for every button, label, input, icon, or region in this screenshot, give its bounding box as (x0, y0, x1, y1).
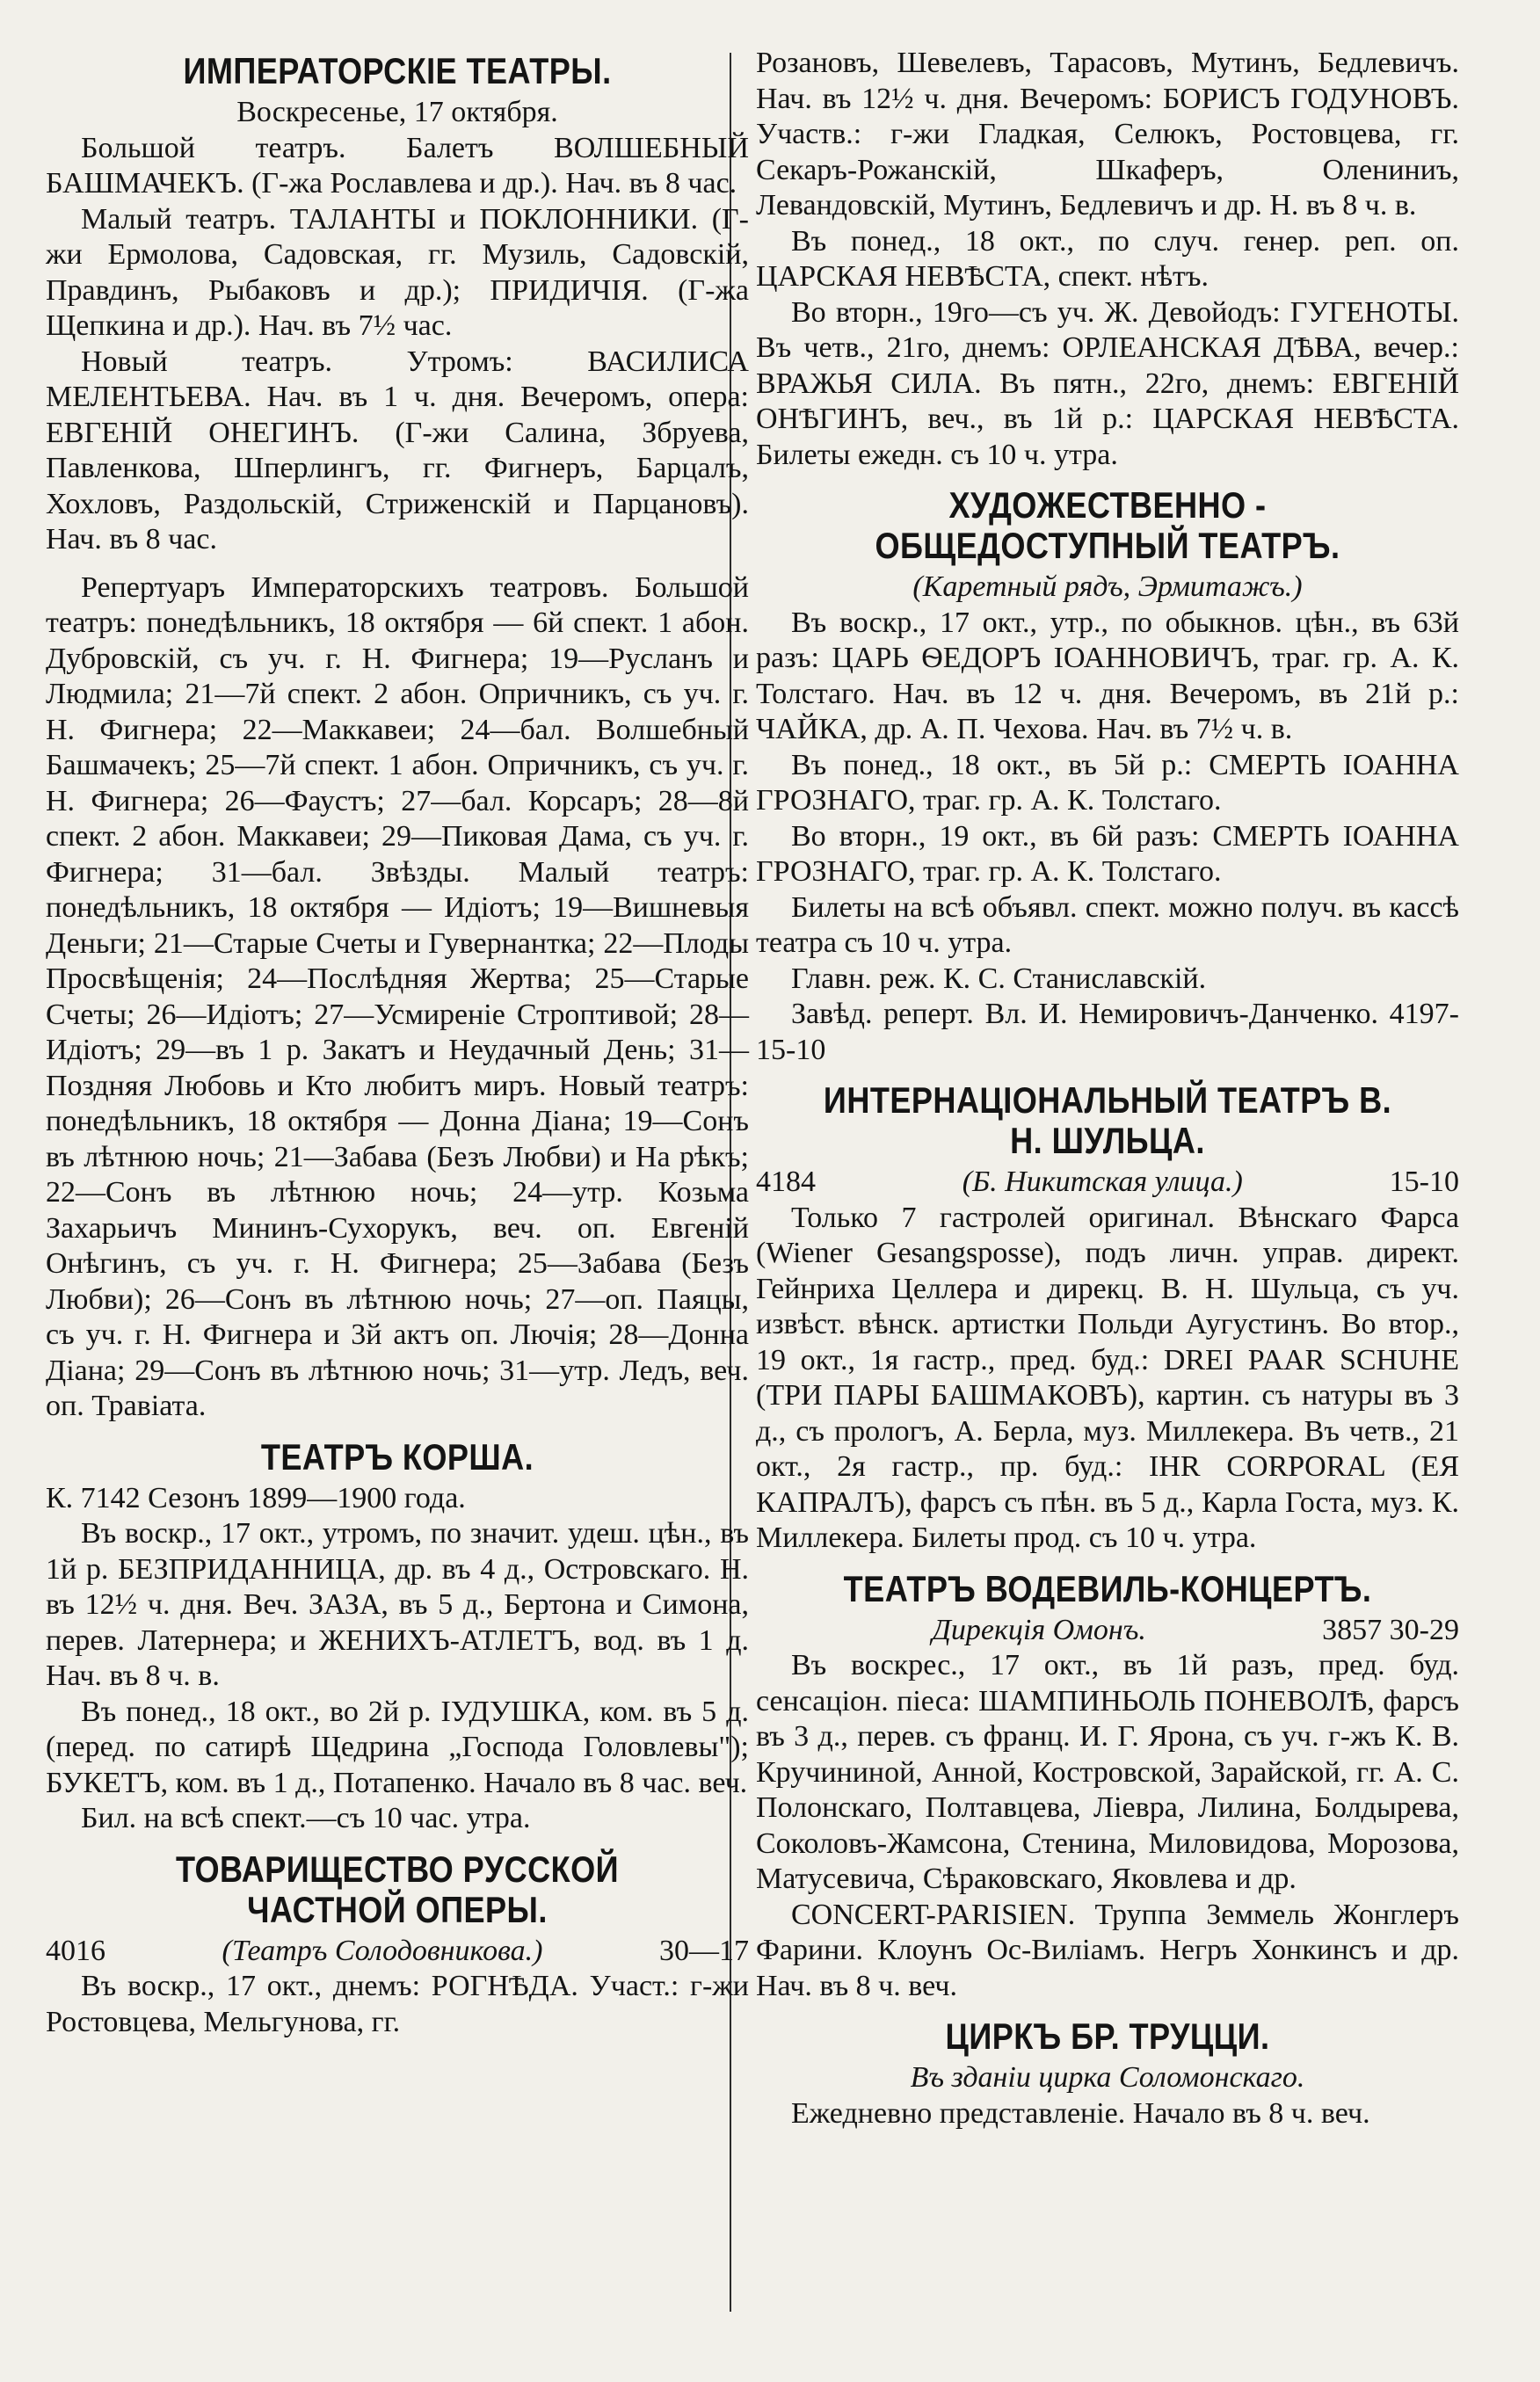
circus-section (756, 2016, 1459, 2131)
opera-cont-paragraph-2: Въ понед., 18 окт., по случ. генер. реп. оп. ЦАРСКАЯ НЕВѢСТА, спект. нѣтъ. (756, 224, 1459, 293)
korsh-section (46, 1437, 749, 1837)
private-opera-venue: (Театръ Солодовникова.) (222, 1934, 543, 1967)
circus-heading: ЦИРКЪ БР. ТРУЦЦИ. (945, 2015, 1270, 2057)
vaudeville-paragraph-1: Въ воскрес., 17 окт., въ 1й разъ, пред. буд. сенсаціон. піеса: ШАМПИНЬОЛЬ ПОНЕВОЛѢ, фарсъ въ 3 д., перев. съ франц. И. Г. Ярона, съ уч. г-жъ К. В. Кручининой, Анной, Костровской, Зарайской, гг. А. С. Полонскаго, Полтавцева, Ліевра, Лилина, Болдырева, Соколовъ-Жамсона, Стенина, Миловидова, Морозова, Матусевича, Сѣраковскаго, Яковлева и др. (756, 1649, 1459, 1895)
art-paragraph-1: Въ воскр., 17 окт., утр., по обыкнов. цѣн., въ 63й разъ: ЦАРЬ ѲЕДОРЪ ІОАННОВИЧЪ, траг. гр. А. К. Толстаго. Нач. въ 12 ч. дня. Вечеромъ, въ 21й р.: ЧАЙКА, др. А. П. Чехова. Нач. въ 7½ ч. в. (756, 606, 1459, 745)
art-paragraph-5: Главн. реж. К. С. Станиславскій. (791, 962, 1207, 995)
circus-paragraph: Ежедневно представленіе. Начало въ 8 ч. веч. (791, 2096, 1370, 2130)
vaudeville-section (756, 1569, 1459, 2005)
art-theatre-section (756, 485, 1459, 1068)
international-dates: 15-10 (1389, 1166, 1459, 1198)
vaudeville-heading: ТЕАТРЪ ВОДЕВИЛЬ-КОНЦЕРТЪ. (843, 1567, 1372, 1609)
korsh-paragraph-3: Бил. на всѣ спект.—съ 10 час. утра. (81, 1802, 531, 1834)
international-theatre-heading: ИНТЕРНАЦІОНАЛЬНЫЙ ТЕАТРЪ В. Н. ШУЛЬЦА. (823, 1079, 1392, 1161)
left-column (46, 46, 749, 2052)
imperial-theatres-section (46, 51, 749, 558)
right-column (756, 46, 1459, 2144)
private-opera-heading: ТОВАРИЩЕСТВО РУССКОЙ ЧАСТНОЙ ОПЕРЫ. (175, 1848, 620, 1930)
vaudeville-code-row (756, 1613, 1459, 1649)
private-opera-continued (756, 46, 1459, 473)
circus-venue: Въ зданіи цирка Соломонскаго. (910, 2061, 1305, 2094)
vaudeville-code: 3857 30-29 (1322, 1613, 1459, 1646)
maly-paragraph: Малый театръ. ТАЛАНТЫ и ПОКЛОННИКИ. (Г-жи Ермолова, Садовская, гг. Музиль, Садовскій, Правдинъ, Рыбаковъ и др.); ПРИДИЧІЯ. (Г-жа Щепкина и др.). Нач. въ 7½ час. (46, 202, 749, 342)
international-code: 4184 (756, 1166, 816, 1198)
private-opera-code: 4016 (46, 1934, 105, 1967)
art-theatre-heading: ХУДОЖЕСТВЕННО - ОБЩЕДОСТУПНЫЙ ТЕАТРЪ. (875, 484, 1340, 566)
opera-cont-paragraph-3: Во вторн., 19го—съ уч. Ж. Девойодъ: ГУГЕНОТЫ. Въ четв., 21го, днемъ: ОРЛЕАНСКАЯ ДѢВА, вечер.: ВРАЖЬЯ СИЛА. Въ пятн., 22го, днемъ: ЕВГЕНІЙ ОНѢГИНЪ, веч., въ 1й р.: ЦАРСКАЯ НЕВѢСТА. Билеты ежедн. съ 10 ч. утра. (756, 295, 1459, 471)
imperial-date: Воскресенье, 17 октября. (236, 96, 558, 128)
art-theatre-location: (Каретный рядъ, Эрмитажъ.) (912, 570, 1303, 603)
art-paragraph-4: Билеты на всѣ объявл. спект. можно получ. въ кассѣ театра съ 10 ч. утра. (756, 890, 1459, 959)
bolshoi-paragraph: Большой театръ. Балетъ ВОЛШЕБНЫЙ БАШМАЧЕКЪ. (Г-жа Рославлева и др.). Нач. въ 8 час. (46, 131, 749, 200)
art-paragraph-2: Въ понед., 18 окт., въ 5й р.: СМЕРТЬ ІОАННА ГРОЗНАГО, траг. гр. А. К. Толстаго. (756, 748, 1459, 817)
novy-paragraph: Новый театръ. Утромъ: ВАСИЛИСА МЕЛЕНТЬЕВА. Нач. въ 1 ч. дня. Вечеромъ, опера: ЕВГЕНІЙ ОНЕГИНЪ. (Г-жи Салина, Збруева, Павленкова, Шперлингъ, гг. Фигнеръ, Барцалъ, Хохловъ, Раздольскій, Стриженскій и Парцановъ). Нач. въ 8 час. (46, 345, 749, 556)
vaudeville-paragraph-2: CONCERT-PARISIEN. Труппа Земмель Жонглеръ Фарини. Клоунъ Ос-Виліамъ. Негръ Хонкинсъ и др. Нач. въ 8 ч. веч. (756, 1898, 1459, 2002)
art-paragraph-6: Завѣд. реперт. Вл. И. Немировичъ-Данченко. 4197-15-10 (756, 998, 1459, 1066)
private-opera-section (46, 1849, 749, 2041)
private-opera-dates: 30—17 (659, 1934, 749, 1967)
private-opera-paragraph: Въ воскр., 17 окт., днемъ: РОГНѢДА. Участ.: г-жи Ростовцева, Мельгунова, гг. (46, 1970, 749, 2038)
vaudeville-direction: Дирекція Омонъ. (932, 1613, 1146, 1646)
international-paragraph: Только 7 гастролей оригинал. Вѣнскаго Фарса (Wiener Gesangsposse), подъ личн. управ. директ. Гейнриха Целлера и дирекц. В. Н. Шульца, съ уч. извѣст. вѣнск. артистки Польди Аугустинъ. Во втор., 19 окт., 1я гастр., пред. буд.: DREI PAAR SCHUHE (ТРИ ПАРЫ БАШМАКОВЪ), картин. съ натуры въ 3 д., съ прологъ, А. Берла, муз. Миллекера. Въ четв., 21 окт., 2я гастр., пр. буд.: IHR CORPORAL (ЕЯ КАПРАЛЪ), фарсъ съ пѣн. въ 5 д., Карла Госта, муз. К. Миллекера. Билеты прод. съ 10 ч. утра. (756, 1201, 1459, 1554)
repertoire-paragraph: Репертуаръ Императорскихъ театровъ. Большой театръ: понедѣльникъ, 18 октября — 6й спект. 1 абон. Дубровскій, съ уч. г. Н. Фигнера; 19—Русланъ и Людмила; 21—7й спект. 2 абон. Опричникъ, съ уч. г. Н. Фигнера; 22—Маккавеи; 24—бал. Волшебный Башмачекъ; 25—7й спект. 1 абон. Опричникъ, съ уч. г. Н. Фигнера; 26—Фаустъ; 27—бал. Корсаръ; 28—8й спект. 2 абон. Маккавеи; 29—Пиковая Дама, съ уч. г. Фигнера; 31—бал. Звѣзды. Малый театръ: понедѣльникъ, 18 октября — Идіотъ; 19—Вишневыя Деньги; 21—Старые Счеты и Гувернантка; 22—Плоды Просвѣщенія; 24—Послѣдняя Жертва; 25—Старые Счеты; 26—Идіотъ; 27—Усмиреніе Строптивой; 28—Идіотъ; 29—въ 1 р. Закатъ и Неудачный День; 31—Поздняя Любовь и Кто любитъ миръ. Новый театръ: понедѣльникъ, 18 октября — Донна Діана; 19—Сонъ въ лѣтнюю ночь; 21—Забава (Безъ Любви) и На рѣкъ; 22—Сонъ въ лѣтнюю ночь; 24—утр. Козьма Захарьичъ Мининъ-Сухорукъ, веч. оп. Евгеній Онѣгинъ, съ уч. г. Н. Фигнера; 25—Забава (Безъ Любви); 26—Сонъ въ лѣтнюю ночь; 27—оп. Паяцы, съ уч. г. Н. Фигнера и 3й актъ оп. Лючія; 28—Донна Діана; 29—Сонъ въ лѣтнюю ночь; 31—утр. Ледъ, веч. оп. Травіата. (46, 570, 749, 1422)
international-venue: (Б. Никитская улица.) (962, 1166, 1243, 1198)
private-opera-code-row (46, 1934, 749, 1970)
opera-cont-paragraph-1: Розановъ, Шевелевъ, Тарасовъ, Мутинъ, Бедлевичъ. Нач. въ 12½ ч. дня. Вечеромъ: БОРИСЪ ГОДУНОВЪ. Участв.: г-жи Гладкая, Селюкъ, Ростовцева, гг. Секаръ-Рожанскій, Шкаферъ, Олениниъ, Левандовскій, Мутинъ, Бедлевичъ и др. Н. въ 8 ч. в. (756, 47, 1459, 221)
korsh-paragraph-2: Въ понед., 18 окт., во 2й р. ІУДУШКА, ком. въ 5 д. (перед. по сатирѣ Щедрина „Господа Головлевы"); БУКЕТЪ, ком. въ 1 д., Потапенко. Начало въ 8 час. веч. (46, 1695, 749, 1799)
imperial-theatres-heading: ИМПЕРАТОРСКІЕ ТЕАТРЫ. (183, 50, 612, 91)
korsh-paragraph-1: Въ воскр., 17 окт., утромъ, по значит. удеш. цѣн., въ 1й р. БЕЗПРИДАННИЦА, др. въ 4 д., Островскаго. Н. въ 12½ ч. дня. Веч. ЗАЗА, въ 5 д., Бертона и Симона, перев. Латернера; и ЖЕНИХЪ-АТЛЕТЪ, вод. въ 1 д. Нач. въ 8 ч. в. (46, 1517, 749, 1692)
international-theatre-section (756, 1080, 1459, 1557)
art-paragraph-3: Во вторн., 19 окт., въ 6й разъ: СМЕРТЬ ІОАННА ГРОЗНАГО, траг. гр. А. К. Толстаго. (756, 819, 1459, 888)
repertoire-section (46, 570, 749, 1425)
korsh-heading: ТЕАТРЪ КОРША. (260, 1435, 534, 1478)
korsh-code-line: К. 7142 Сезонъ 1899—1900 года. (46, 1481, 466, 1514)
international-code-row (756, 1165, 1459, 1201)
